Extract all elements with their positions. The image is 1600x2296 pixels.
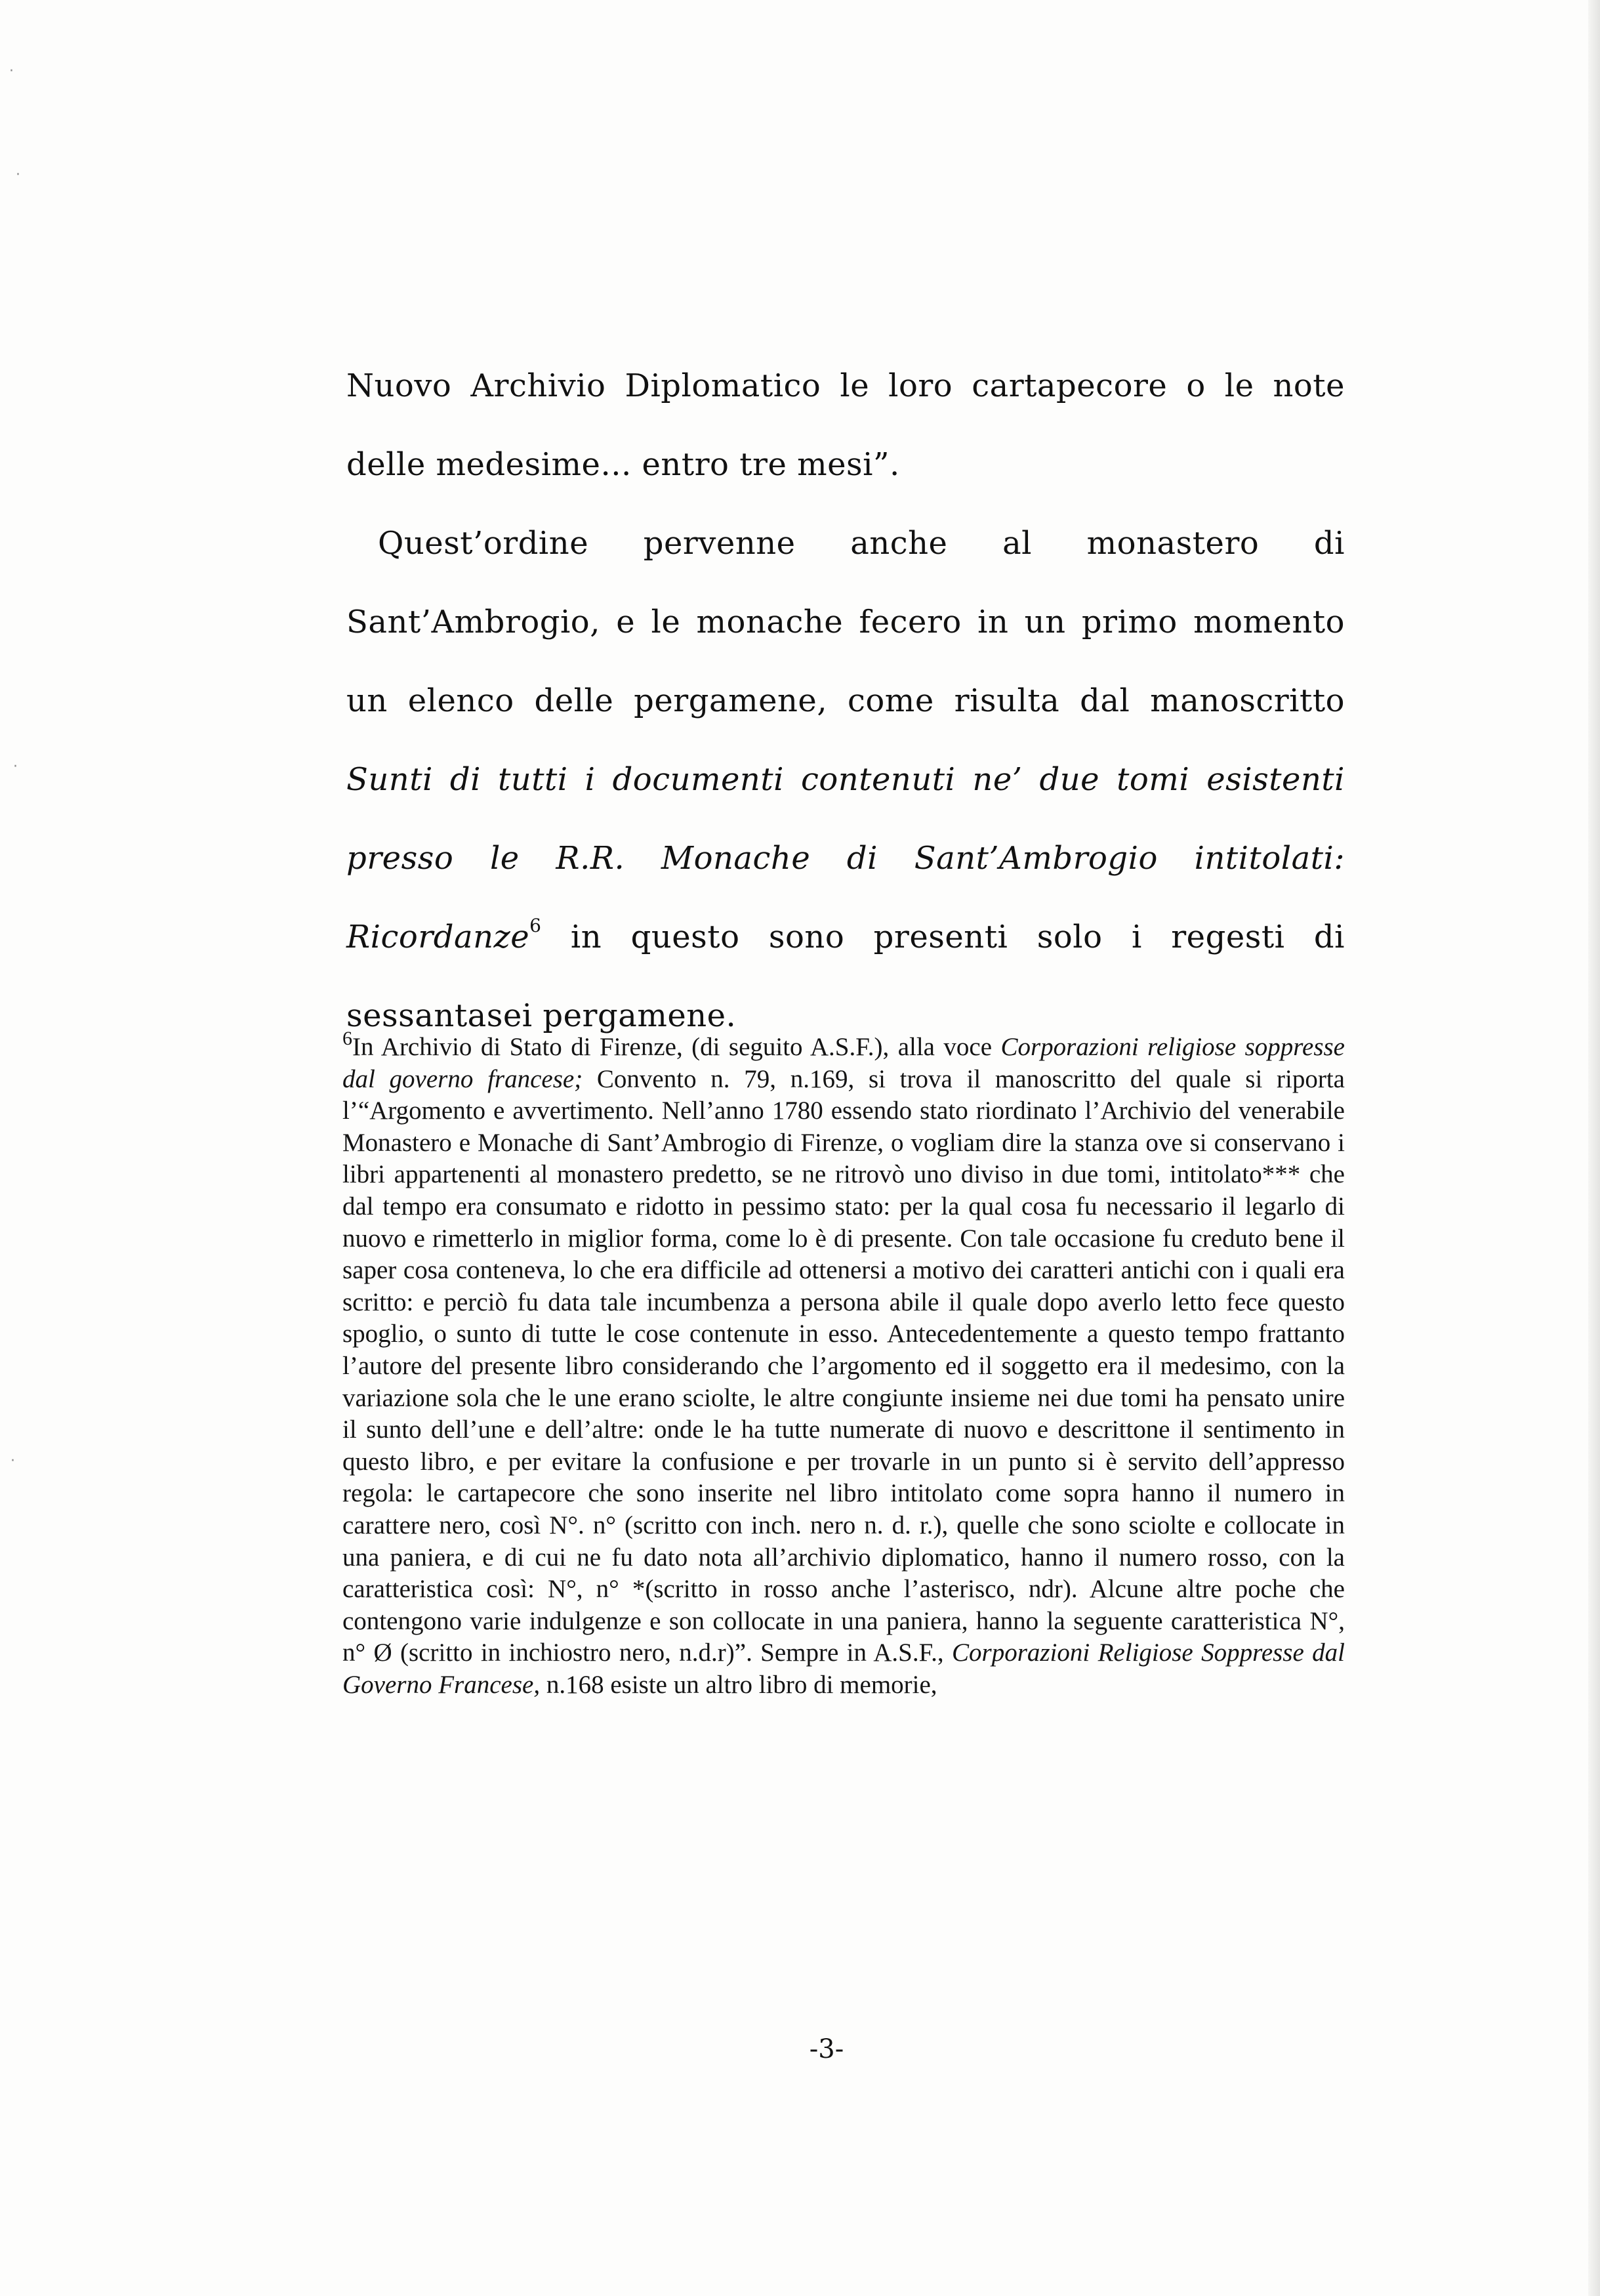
footnote-italic-1: Corporazioni religiose soppresse dal governo francese; [342,1033,1345,1093]
footnote-number: 6 [342,1028,352,1049]
paragraph-1-text: Nuovo Archivio Diplomatico le loro cartapecore o le note delle medesime... entro tre mesi”. [346,367,1345,483]
footnote [342,1028,1345,1701]
footnote-text-1: In Archivio di Stato di Firenze, (di seguito A.S.F.), alla voce [352,1033,1001,1061]
manuscript-title: Sunti di tutti i documenti contenuti ne’ due tomi esistenti presso le R.R. Monache di Sant’Ambrogio intitolati: Ricordanze [346,761,1345,955]
page-number: -3- [809,2034,844,2064]
paragraph-2 [346,504,1345,1055]
scan-speck: · [13,759,18,775]
paragraph-2-text: Quest’ordine pervenne anche al monastero di Sant’Ambrogio, e le monache fecero in un primo momento un elenco delle pergamene, come risulta dal manoscritto [346,525,1345,719]
paragraph-1 [346,346,1345,504]
scan-speck: · [10,1453,15,1469]
scan-speck: · [16,167,20,183]
footnote-italic-2: Corporazioni Religiose Soppresse dal Governo Francese, [342,1639,1345,1699]
paragraph-2-ending: in questo sono presenti solo i regesti di sessantasei pergamene. [346,919,1345,1034]
footnote-reference: 6 [529,915,542,936]
footnote-text-2: Convento n. 79, n.169, si trova il manoscritto del quale si riporta l’“Argomento e avvertimento. Nell’anno 1780 essendo stato riordinato l’Archivio del venerabile Monastero e Monache di Sant’Ambrogio di Firenze, o vogliam dire la stanza ove si conservano i libri appartenenti al monastero predetto, se ne ritrovò uno diviso in due tomi, intitolato*** che dal tempo era consumato e ridotto in pessimo stato: per la qual cosa fu necessario il legarlo di nuovo e rimetterlo in miglior forma, come lo è di presente. Con tale occasione fu creduto bene il saper cosa conteneva, lo che era difficile ad ottenersi a motivo dei caratteri antichi con i quali era scritto: e perciò fu data tale incumbenza a persona abile il quale dopo averlo letto fece questo spoglio, o sunto di tutte le cose contenute in esso. Antecedentemente a questo tempo frattanto l’autore del presente libro considerando che l’argomento ed il soggetto era il medesimo, con la variazione sola che le une erano sciolte, le altre congiunte insieme nei due tomi ha pensato unire il sunto dell’une e dell’altre: onde le ha tutte numerate di nuovo e descrittone il sentimento in questo libro, e per evitare la confusione e per trovarle in un punto si è servito dell’appresso regola: le cartapecore che sono inserite nel libro intitolato come sopra hanno il numero in carattere nero, così N°. n° (scritto con inch. nero n. d. r.), quelle che sono sciolte e collocate in una paniera, e di cui ne fu dato nota all’archivio diplomatico, hanno il numero rosso, con la caratteristica così: N°, n° *(scritto in rosso anche l’asterisco, ndr). Alcune altre poche che contengono varie indulgenze e son collocate in una paniera, hanno la seguente caratteristica N°, n° Ø (scritto in inchiostro nero, n.d.r)”. Sempre in A.S.F., [342,1064,1345,1667]
scan-speck: · [9,63,14,79]
page-edge [1588,0,1600,2296]
footnote-text-3: n.168 esiste un altro libro di memorie, [540,1670,937,1699]
body-text [346,346,1345,1055]
